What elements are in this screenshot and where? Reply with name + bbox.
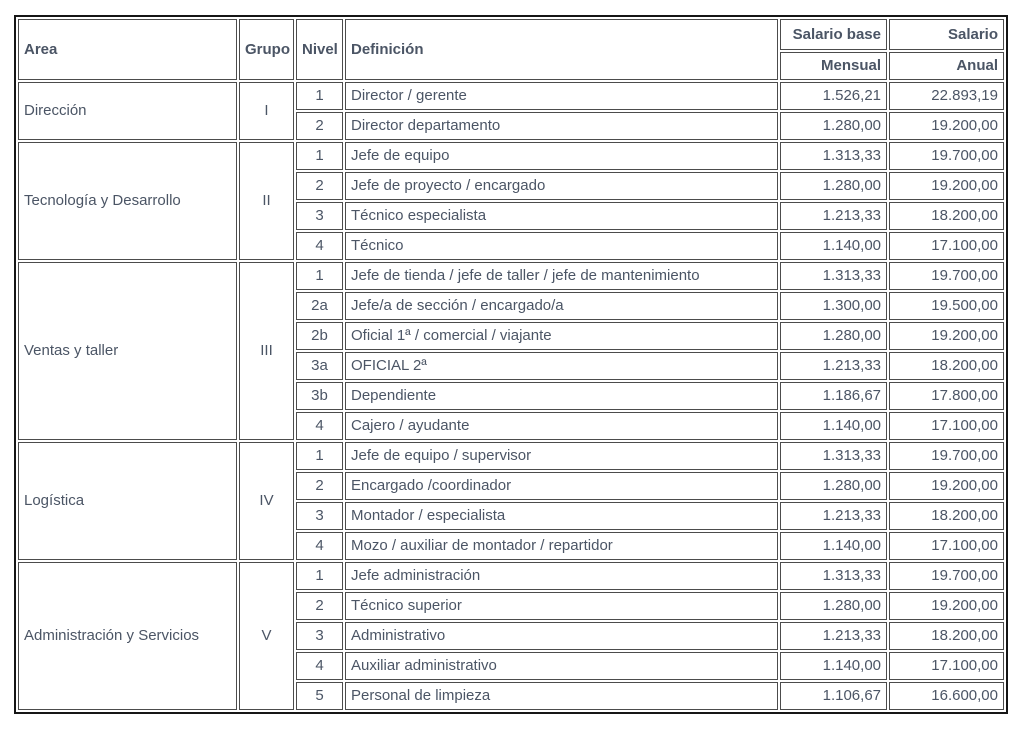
salario-mensual-cell: 1.313,33 [780, 262, 887, 290]
col-header-salario-base: Salario base [780, 19, 887, 50]
salario-mensual-cell: 1.213,33 [780, 622, 887, 650]
salario-anual-cell: 19.500,00 [889, 292, 1004, 320]
salario-anual-cell: 19.200,00 [889, 172, 1004, 200]
nivel-cell: 2b [296, 322, 343, 350]
salario-mensual-cell: 1.140,00 [780, 232, 887, 260]
table-row [18, 442, 1004, 470]
nivel-cell: 1 [296, 562, 343, 590]
salario-anual-cell: 19.700,00 [889, 262, 1004, 290]
salario-mensual-cell: 1.313,33 [780, 142, 887, 170]
table-header [18, 19, 1004, 80]
salario-anual-cell: 19.700,00 [889, 562, 1004, 590]
definicion-cell: Jefe de equipo / supervisor [345, 442, 778, 470]
salario-mensual-cell: 1.280,00 [780, 592, 887, 620]
grupo-cell: I [239, 82, 294, 140]
salario-mensual-cell: 1.106,67 [780, 682, 887, 710]
salario-anual-cell: 17.100,00 [889, 232, 1004, 260]
definicion-cell: Director departamento [345, 112, 778, 140]
definicion-cell: Jefe/a de sección / encargado/a [345, 292, 778, 320]
area-cell area-cell: Tecnología y Desarrollo [18, 142, 237, 260]
col-header-mensual: Mensual [780, 52, 887, 80]
nivel-cell: 1 [296, 442, 343, 470]
salario-anual-cell: 19.200,00 [889, 112, 1004, 140]
col-header-anual: Anual [889, 52, 1004, 80]
salario-anual-cell: 18.200,00 [889, 622, 1004, 650]
definicion-cell: Administrativo [345, 622, 778, 650]
definicion-cell: Auxiliar administrativo [345, 652, 778, 680]
salario-anual-cell: 19.200,00 [889, 592, 1004, 620]
col-header-grupo: Grupo [239, 19, 294, 80]
nivel-cell: 2 [296, 472, 343, 500]
definicion-cell: Encargado /coordinador [345, 472, 778, 500]
definicion-cell: Oficial 1ª / comercial / viajante [345, 322, 778, 350]
area-cell area-cell: Dirección [18, 82, 237, 140]
definicion-cell: Jefe administración [345, 562, 778, 590]
nivel-cell: 2 [296, 172, 343, 200]
definicion-cell: Jefe de equipo [345, 142, 778, 170]
salario-mensual-cell: 1.213,33 [780, 202, 887, 230]
salario-anual-cell: 19.700,00 [889, 442, 1004, 470]
table-body [18, 82, 1004, 710]
nivel-cell: 3b [296, 382, 343, 410]
nivel-cell: 2 [296, 112, 343, 140]
salario-anual-cell: 19.700,00 [889, 142, 1004, 170]
col-header-definicion: Definición [345, 19, 778, 80]
nivel-cell: 4 [296, 532, 343, 560]
salario-anual-cell: 16.600,00 [889, 682, 1004, 710]
col-header-nivel: Nivel [296, 19, 343, 80]
area-cell area-cell: Logística [18, 442, 237, 560]
salario-mensual-cell: 1.300,00 [780, 292, 887, 320]
salario-anual-cell: 22.893,19 [889, 82, 1004, 110]
table-row [18, 82, 1004, 110]
definicion-cell: Técnico superior [345, 592, 778, 620]
salario-mensual-cell: 1.280,00 [780, 172, 887, 200]
nivel-cell: 1 [296, 142, 343, 170]
nivel-cell: 5 [296, 682, 343, 710]
definicion-cell: Montador / especialista [345, 502, 778, 530]
definicion-cell: Personal de limpieza [345, 682, 778, 710]
table-row [18, 142, 1004, 170]
nivel-cell: 3 [296, 622, 343, 650]
definicion-cell: OFICIAL 2ª [345, 352, 778, 380]
salario-mensual-cell: 1.140,00 [780, 532, 887, 560]
salario-mensual-cell: 1.140,00 [780, 652, 887, 680]
salario-anual-cell: 17.100,00 [889, 532, 1004, 560]
definicion-cell: Dependiente [345, 382, 778, 410]
col-header-salario: Salario [889, 19, 1004, 50]
salario-mensual-cell: 1.280,00 [780, 322, 887, 350]
salario-anual-cell: 19.200,00 [889, 322, 1004, 350]
definicion-cell: Jefe de tienda / jefe de taller / jefe de mantenimiento [345, 262, 778, 290]
salario-anual-cell: 18.200,00 [889, 352, 1004, 380]
salario-anual-cell: 17.100,00 [889, 652, 1004, 680]
grupo-cell: II [239, 142, 294, 260]
salario-anual-cell: 17.100,00 [889, 412, 1004, 440]
salario-anual-cell: 17.800,00 [889, 382, 1004, 410]
area-cell area-cell: Ventas y taller [18, 262, 237, 440]
salario-anual-cell: 18.200,00 [889, 202, 1004, 230]
salario-mensual-cell: 1.313,33 [780, 562, 887, 590]
nivel-cell: 3 [296, 502, 343, 530]
grupo-cell: III [239, 262, 294, 440]
definicion-cell: Técnico [345, 232, 778, 260]
salario-mensual-cell: 1.526,21 [780, 82, 887, 110]
nivel-cell: 4 [296, 412, 343, 440]
nivel-cell: 4 [296, 232, 343, 260]
salario-mensual-cell: 1.213,33 [780, 352, 887, 380]
nivel-cell: 1 [296, 82, 343, 110]
nivel-cell: 2 [296, 592, 343, 620]
definicion-cell: Director / gerente [345, 82, 778, 110]
definicion-cell: Cajero / ayudante [345, 412, 778, 440]
salario-mensual-cell: 1.213,33 [780, 502, 887, 530]
salario-anual-cell: 19.200,00 [889, 472, 1004, 500]
grupo-cell: V [239, 562, 294, 710]
nivel-cell: 3 [296, 202, 343, 230]
col-header-area: Area [18, 19, 237, 80]
nivel-cell: 1 [296, 262, 343, 290]
grupo-cell: IV [239, 442, 294, 560]
area-cell area-cell: Administración y Servicios [18, 562, 237, 710]
table-row [18, 562, 1004, 590]
nivel-cell: 2a [296, 292, 343, 320]
salario-mensual-cell: 1.186,67 [780, 382, 887, 410]
definicion-cell: Mozo / auxiliar de montador / repartidor [345, 532, 778, 560]
definicion-cell: Técnico especialista [345, 202, 778, 230]
table-row [18, 262, 1004, 290]
salario-mensual-cell: 1.313,33 [780, 442, 887, 470]
salario-anual-cell: 18.200,00 [889, 502, 1004, 530]
salario-mensual-cell: 1.140,00 [780, 412, 887, 440]
nivel-cell: 3a [296, 352, 343, 380]
salary-table [14, 15, 1008, 714]
definicion-cell: Jefe de proyecto / encargado [345, 172, 778, 200]
salario-mensual-cell: 1.280,00 [780, 112, 887, 140]
nivel-cell: 4 [296, 652, 343, 680]
salario-mensual-cell: 1.280,00 [780, 472, 887, 500]
